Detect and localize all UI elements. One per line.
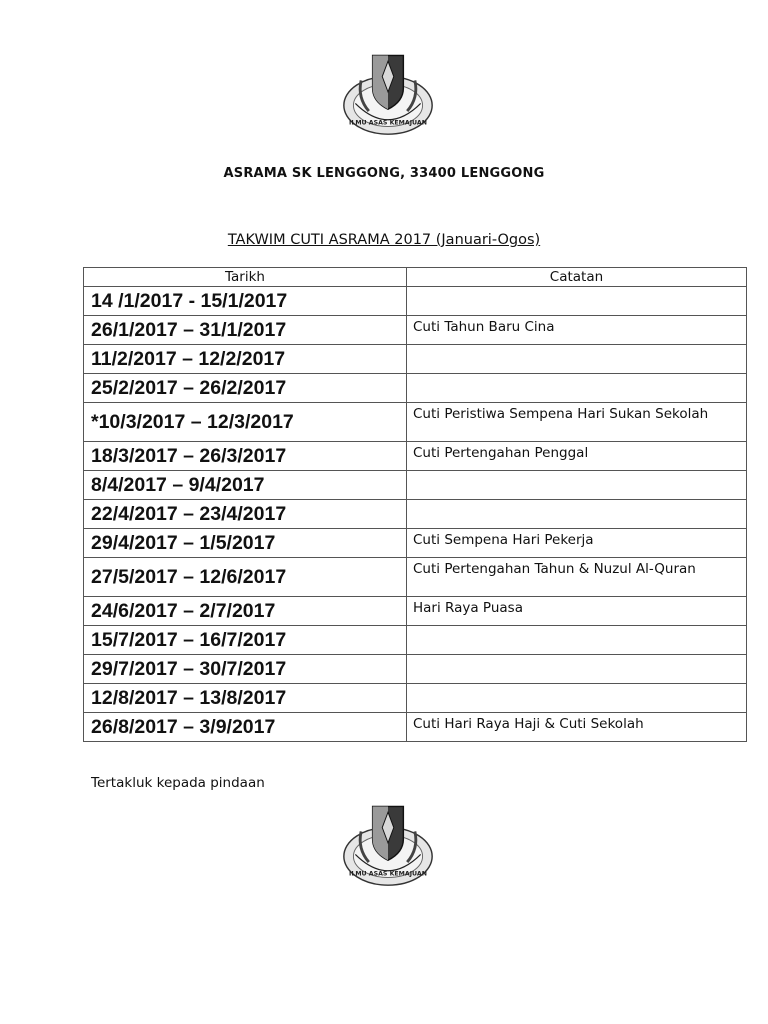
tarikh-cell: 27/5/2017 – 12/6/2017 bbox=[84, 558, 407, 597]
table-row bbox=[84, 655, 747, 684]
tarikh-cell: 25/2/2017 – 26/2/2017 bbox=[84, 374, 407, 403]
tarikh-cell: *10/3/2017 – 12/3/2017 bbox=[84, 403, 407, 442]
table-row bbox=[84, 345, 747, 374]
catatan-cell: Cuti Hari Raya Haji & Cuti Sekolah bbox=[407, 713, 747, 742]
catatan-cell bbox=[407, 626, 747, 655]
catatan-cell: Cuti Pertengahan Penggal bbox=[407, 442, 747, 471]
catatan-cell bbox=[407, 287, 747, 316]
catatan-cell bbox=[407, 684, 747, 713]
table-row bbox=[84, 529, 747, 558]
document-title: TAKWIM CUTI ASRAMA 2017 (Januari-Ogos) bbox=[227, 232, 541, 248]
catatan-cell bbox=[407, 471, 747, 500]
school-crest-icon bbox=[340, 42, 436, 138]
catatan-cell: Hari Raya Puasa bbox=[407, 597, 747, 626]
catatan-cell bbox=[407, 345, 747, 374]
holiday-calendar-table bbox=[83, 267, 747, 742]
column-header-tarikh: Tarikh bbox=[84, 268, 407, 287]
catatan-cell bbox=[407, 655, 747, 684]
catatan-cell: Cuti Peristiwa Sempena Hari Sukan Sekolah bbox=[407, 403, 747, 442]
table-row bbox=[84, 287, 747, 316]
table-row bbox=[84, 684, 747, 713]
table-row bbox=[84, 597, 747, 626]
table-row bbox=[84, 713, 747, 742]
tarikh-cell: 22/4/2017 – 23/4/2017 bbox=[84, 500, 407, 529]
school-logo-top bbox=[340, 42, 436, 138]
table-row bbox=[84, 471, 747, 500]
tarikh-cell: 11/2/2017 – 12/2/2017 bbox=[84, 345, 407, 374]
catatan-cell: Cuti Pertengahan Tahun & Nuzul Al-Quran bbox=[407, 558, 747, 597]
table-row bbox=[84, 374, 747, 403]
catatan-cell: Cuti Sempena Hari Pekerja bbox=[407, 529, 747, 558]
tarikh-cell: 8/4/2017 – 9/4/2017 bbox=[84, 471, 407, 500]
amendment-note: Tertakluk kepada pindaan bbox=[91, 775, 265, 791]
table-row bbox=[84, 316, 747, 345]
svg-text:ILMU ASAS KEMAJUAN: ILMU ASAS KEMAJUAN bbox=[349, 870, 427, 878]
tarikh-cell: 24/6/2017 – 2/7/2017 bbox=[84, 597, 407, 626]
table-row bbox=[84, 626, 747, 655]
school-crest-icon bbox=[340, 793, 436, 889]
tarikh-cell: 29/7/2017 – 30/7/2017 bbox=[84, 655, 407, 684]
tarikh-cell: 15/7/2017 – 16/7/2017 bbox=[84, 626, 407, 655]
tarikh-cell: 12/8/2017 – 13/8/2017 bbox=[84, 684, 407, 713]
table-header-row bbox=[84, 268, 747, 287]
table-row bbox=[84, 403, 747, 442]
school-name-heading: ASRAMA SK LENGGONG, 33400 LENGGONG bbox=[223, 166, 545, 181]
tarikh-cell: 18/3/2017 – 26/3/2017 bbox=[84, 442, 407, 471]
catatan-cell: Cuti Tahun Baru Cina bbox=[407, 316, 747, 345]
catatan-cell bbox=[407, 500, 747, 529]
catatan-cell bbox=[407, 374, 747, 403]
school-logo-bottom bbox=[340, 793, 436, 889]
tarikh-cell: 29/4/2017 – 1/5/2017 bbox=[84, 529, 407, 558]
tarikh-cell: 26/8/2017 – 3/9/2017 bbox=[84, 713, 407, 742]
table-row bbox=[84, 500, 747, 529]
tarikh-cell: 26/1/2017 – 31/1/2017 bbox=[84, 316, 407, 345]
tarikh-cell: 14 /1/2017 - 15/1/2017 bbox=[84, 287, 407, 316]
svg-text:ILMU ASAS KEMAJUAN: ILMU ASAS KEMAJUAN bbox=[349, 119, 427, 127]
table-row bbox=[84, 442, 747, 471]
table-row bbox=[84, 558, 747, 597]
column-header-catatan: Catatan bbox=[407, 268, 747, 287]
